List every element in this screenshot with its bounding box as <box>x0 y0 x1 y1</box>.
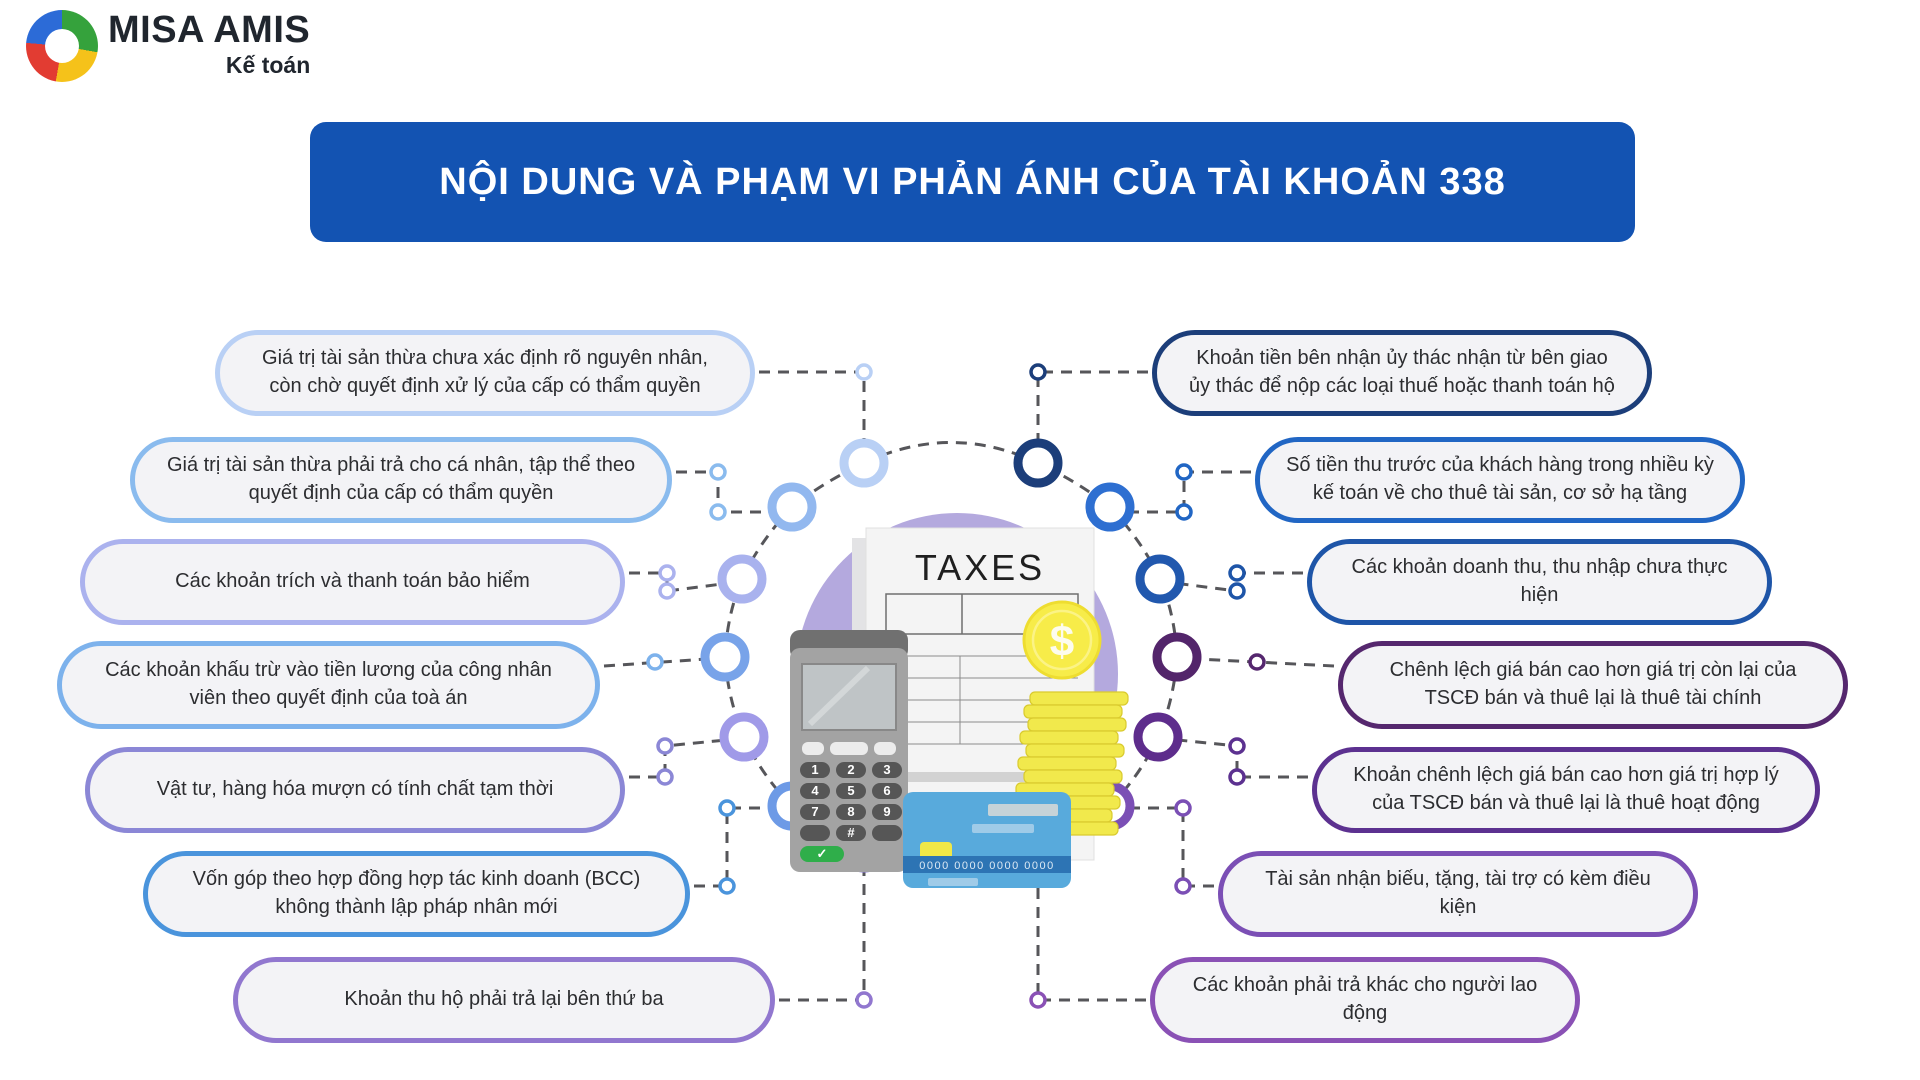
orbit-ring <box>705 637 745 677</box>
elbow-node <box>1230 770 1244 784</box>
taxes-label: TAXES <box>914 547 1046 588</box>
keypad-key: 8 <box>847 804 855 819</box>
elbow-node <box>1031 365 1045 379</box>
logo-title: MISA AMIS <box>108 9 311 51</box>
keypad-key: 5 <box>847 783 855 798</box>
dollar-coin <box>1024 602 1100 678</box>
dollar-symbol: $ <box>1049 617 1075 666</box>
orbit-ring <box>1090 487 1130 527</box>
keypad-key: 7 <box>811 804 819 819</box>
dashed-connector <box>1128 808 1214 886</box>
elbow-node <box>660 566 674 580</box>
account-item-pill: Vật tư, hàng hóa mượn có tính chất tạm thời <box>85 747 625 833</box>
elbow-node <box>658 770 672 784</box>
credit-card <box>903 792 1071 888</box>
keypad-key: 6 <box>883 783 891 798</box>
dashed-connector <box>779 869 864 1000</box>
keypad-key: 9 <box>883 804 891 819</box>
orbit-ring <box>844 443 884 483</box>
elbow-node <box>1176 879 1190 893</box>
center-illustration <box>790 513 1128 888</box>
logo-subtitle: Kế toán <box>225 51 311 78</box>
calculator-minibuttons <box>802 742 896 755</box>
keypad-key: 2 <box>847 762 855 777</box>
dashed-connector <box>1038 372 1148 442</box>
account-item-pill: Các khoản khấu trừ vào tiền lương của công nhân viên theo quyết định của toà án <box>57 641 600 729</box>
keypad-key: 3 <box>883 762 891 777</box>
elbow-node <box>1250 655 1264 669</box>
account-item-pill: Số tiền thu trước của khách hàng trong nhiều kỳ kế toán về cho thuê tài sản, cơ sở hạ tầng <box>1255 437 1745 523</box>
account-item-pill: Khoản tiền bên nhận ủy thác nhận từ bên giao ủy thác để nộp các loại thuế hoặc thanh toán hộ <box>1152 330 1652 416</box>
elbow-node <box>1230 566 1244 580</box>
card-number: 0000 0000 0000 0000 <box>919 860 1055 872</box>
account-item-pill: Các khoản doanh thu, thu nhập chưa thực hiện <box>1307 539 1772 625</box>
dashed-connector <box>629 740 726 777</box>
account-item-pill: Chênh lệch giá bán cao hơn giá trị còn lại của TSCĐ bán và thuê lại là thuê tài chính <box>1338 641 1848 729</box>
account-item-pill: Khoản chênh lệch giá bán cao hơn giá trị hợp lý của TSCĐ bán và thuê lại là thuê hoạt động <box>1312 747 1820 833</box>
elbow-node <box>1176 801 1190 815</box>
dashed-connector <box>1038 869 1146 1000</box>
elbow-node <box>711 465 725 479</box>
elbow-node <box>660 584 674 598</box>
elbow-node <box>720 801 734 815</box>
keypad-key: 4 <box>811 783 819 798</box>
account-item-pill: Các khoản trích và thanh toán bảo hiểm <box>80 539 625 625</box>
elbow-node <box>1230 739 1244 753</box>
account-item-pill: Giá trị tài sản thừa phải trả cho cá nhân, tập thể theo quyết định của cấp có thẩm quyền <box>130 437 672 523</box>
orbit-ring <box>1018 443 1058 483</box>
elbow-node <box>648 655 662 669</box>
elbow-node <box>1031 993 1045 1007</box>
orbit-ring <box>722 559 762 599</box>
orbit-ring <box>772 487 812 527</box>
elbow-node <box>711 505 725 519</box>
keypad-ok-label: ✓ <box>816 846 828 861</box>
account-item-pill: Khoản thu hộ phải trả lại bên thứ ba <box>233 957 775 1043</box>
account-item-pill: Các khoản phải trả khác cho người lao động <box>1150 957 1580 1043</box>
orbit-ring <box>1138 717 1178 757</box>
elbow-node <box>720 879 734 893</box>
account-item-pill: Giá trị tài sản thừa chưa xác định rõ nguyên nhân, còn chờ quyết định xử lý của cấp có thẩm quyền <box>215 330 755 416</box>
keypad-key: # <box>847 825 855 840</box>
dashed-connector <box>759 372 864 442</box>
elbow-node <box>857 365 871 379</box>
orbit-ring <box>724 717 764 757</box>
orbit-ring <box>1157 637 1197 677</box>
page-title: NỘI DUNG VÀ PHẠM VI PHẢN ÁNH CỦA TÀI KHOẢN 338 <box>310 122 1635 242</box>
calculator <box>790 630 908 872</box>
dashed-connector <box>694 808 774 886</box>
dashed-connector <box>676 472 775 512</box>
dashed-connector <box>629 573 722 591</box>
orbit-ring <box>1140 559 1180 599</box>
elbow-node <box>857 993 871 1007</box>
elbow-node <box>658 739 672 753</box>
account-item-pill: Tài sản nhận biếu, tặng, tài trợ có kèm điều kiện <box>1218 851 1698 937</box>
elbow-node <box>1177 465 1191 479</box>
account-item-pill: Vốn góp theo hợp đồng hợp tác kinh doanh (BCC) không thành lập pháp nhân mới <box>143 851 690 937</box>
keypad-key: 1 <box>811 762 819 777</box>
elbow-node <box>1230 584 1244 598</box>
elbow-node <box>1177 505 1191 519</box>
